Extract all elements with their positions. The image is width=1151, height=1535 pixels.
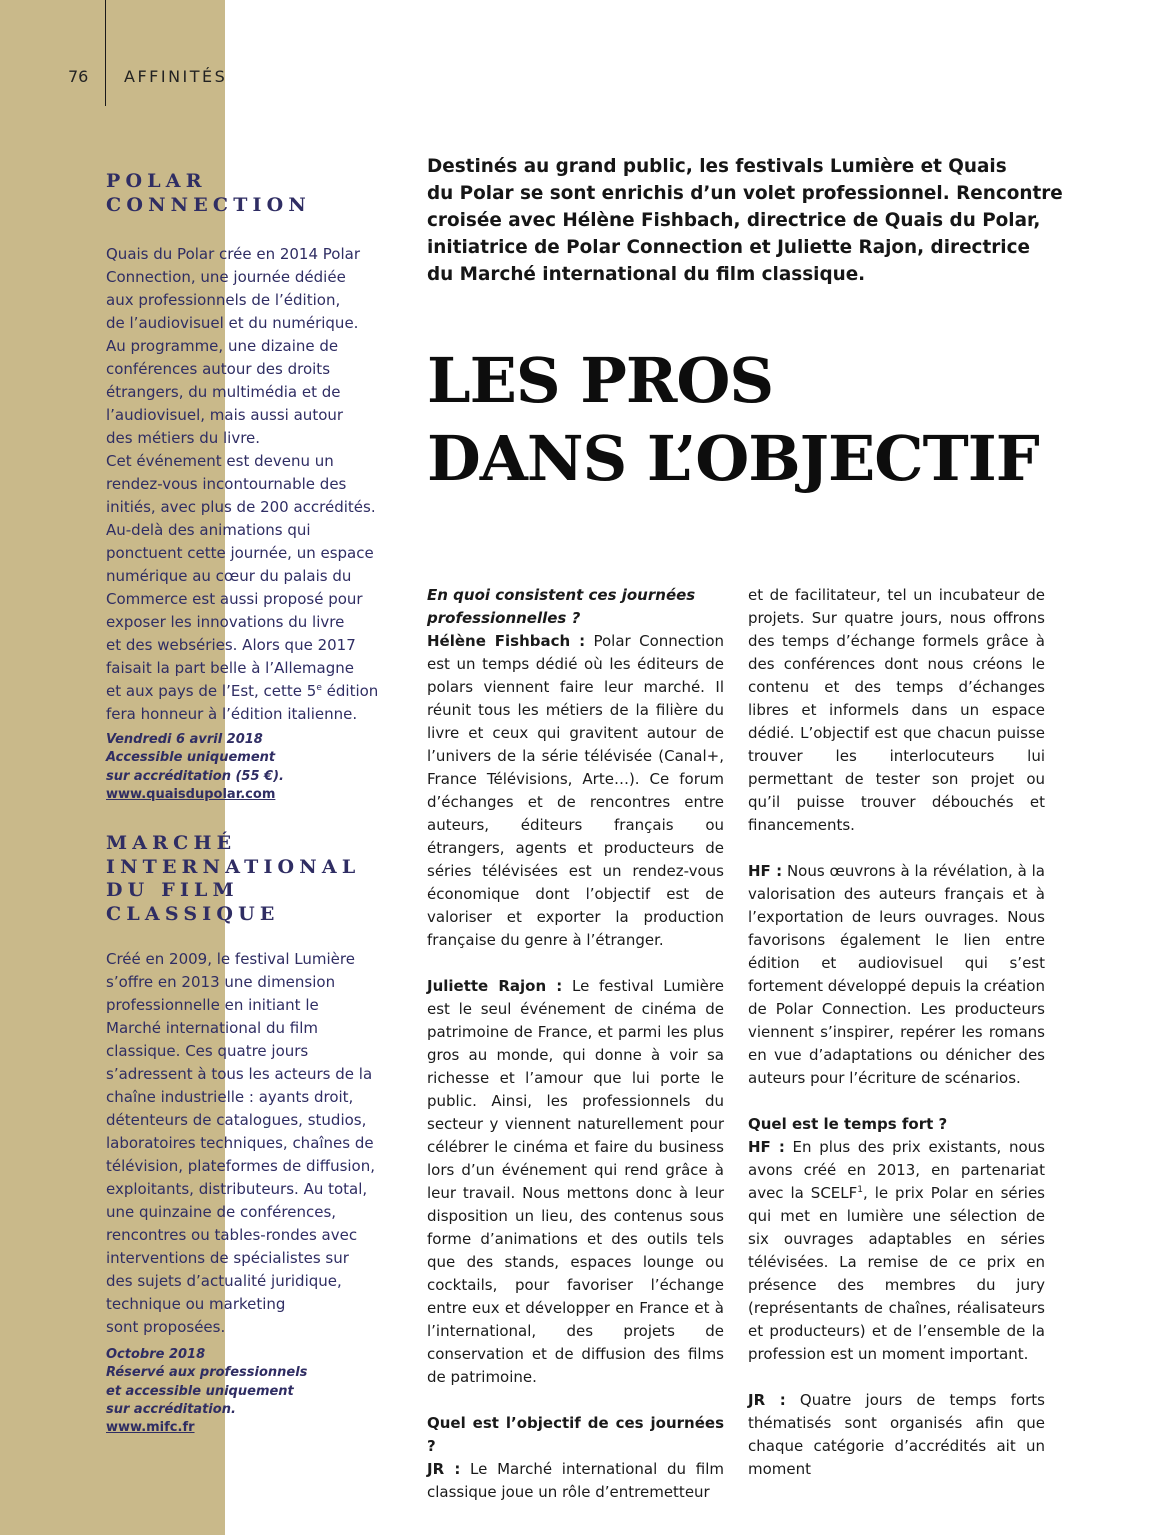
- body-line: laboratoires techniques, chaînes de: [106, 1134, 374, 1153]
- paragraph-gap: [427, 952, 724, 975]
- body-line: sont proposées.: [106, 1318, 226, 1337]
- paragraph-gap: [748, 837, 1045, 860]
- body-line-tail: édition: [321, 682, 379, 700]
- sidebar-block-body: [106, 243, 396, 726]
- title-line: MARCHÉ: [106, 832, 237, 855]
- speaker-name: Hélène Fishbach :: [427, 632, 586, 650]
- body-line: technique ou marketing: [106, 1295, 286, 1314]
- footnote-marker: 1: [857, 1185, 863, 1195]
- title-line: INTERNATIONAL: [106, 855, 361, 878]
- speaker-name: JR :: [748, 1391, 786, 1409]
- body-line: Commerce est aussi proposé pour: [106, 590, 363, 608]
- headline-line: DANS L’OBJECTIF: [427, 422, 1039, 495]
- body-line: interventions de spécialistes sur: [106, 1249, 349, 1268]
- interview-answer-continued: et de facilitateur, tel un incubateur de projets. Sur quatre jours, nous offrons des temps d’échange formels grâce à des conférences dont nous créons le contenu et des temps d’échanges libres et informels dans un espace dédié. L’objectif est que chacun puisse trouver les interlocuteurs lui permettant de tester son projet ou qu’il puisse trouver débouchés et financements.: [748, 586, 1045, 834]
- interview-answer: [427, 1458, 724, 1504]
- meta-line: et accessible uniquement: [106, 1383, 294, 1399]
- sidebar-block-meta: [106, 731, 396, 786]
- body-line: Cet événement est devenu un: [106, 452, 334, 470]
- body-line: s’adressent à tous les acteurs de la: [106, 1065, 373, 1084]
- headline-line: LES PROS: [427, 344, 774, 417]
- body-line: conférences autour des droits: [106, 360, 331, 378]
- body-line: étrangers, du multimédia et de: [106, 383, 341, 401]
- body-line: de l’audiovisuel et du numérique.: [106, 314, 359, 332]
- paragraph-gap: [748, 1366, 1045, 1389]
- ordinal-superscript: e: [316, 683, 322, 693]
- body-line: Connection, une journée dédiée: [106, 268, 346, 286]
- body-line: Marché international du film: [106, 1019, 318, 1038]
- body-line: rencontres ou tables-rondes avec: [106, 1226, 358, 1245]
- sidebar-block-title: [106, 832, 396, 926]
- speaker-name: HF :: [748, 862, 783, 880]
- meta-line: Octobre 2018: [106, 1347, 206, 1363]
- body-line: chaîne industrielle : ayants droit,: [106, 1088, 354, 1107]
- body-line: télévision, plateformes de diffusion,: [106, 1157, 376, 1176]
- body-line: exploitants, distributeurs. Au total,: [106, 1180, 368, 1199]
- body-line: des sujets d’actualité juridique,: [106, 1272, 342, 1291]
- meta-line: Vendredi 6 avril 2018: [106, 732, 263, 747]
- body-line: professionnelle en initiant le: [106, 996, 319, 1015]
- body-line: s’offre en 2013 une dimension: [106, 973, 336, 992]
- body-line: classique. Ces quatre jours: [106, 1042, 309, 1061]
- section-title: AFFINITÉS: [124, 67, 228, 86]
- intro-line: du Marché international du film classique.: [427, 264, 866, 285]
- interview-answer: [748, 1389, 1045, 1481]
- body-line: l’audiovisuel, mais aussi autour: [106, 406, 344, 424]
- body-line: Au programme, une dizaine de: [106, 337, 339, 355]
- body-line: et aux pays de l’Est, cette 5: [106, 682, 317, 700]
- intro-line: du Polar se sont enrichis d’un volet professionnel. Rencontre: [427, 183, 1063, 204]
- article-column-1: [427, 584, 724, 1504]
- body-line: Au-delà des animations qui: [106, 521, 311, 539]
- answer-text: Le Marché international du film classique joue un rôle d’entremetteur: [427, 1460, 724, 1501]
- body-line: détenteurs de catalogues, studios,: [106, 1111, 367, 1130]
- body-line: aux professionnels de l’édition,: [106, 291, 341, 309]
- header-divider: [105, 0, 106, 106]
- body-line: exposer les innovations du livre: [106, 613, 345, 631]
- interview-question: [427, 584, 724, 630]
- meta-line: sur accréditation.: [106, 1402, 236, 1418]
- speaker-name: Juliette Rajon :: [427, 977, 563, 995]
- question-line: En quoi consistent ces journées: [427, 586, 696, 604]
- body-line: Quais du Polar crée en 2014 Polar: [106, 245, 361, 263]
- page-number: 76: [68, 67, 89, 86]
- intro-line: Destinés au grand public, les festivals Lumière et Quais: [427, 156, 1007, 177]
- interview-answer: [748, 860, 1045, 1090]
- paragraph-gap: [748, 1090, 1045, 1113]
- meta-line: sur accréditation (55 €).: [106, 768, 284, 784]
- answer-text: , le prix Polar en séries qui met en lumière une sélection de six ouvrages adaptables en séries télévisées. La remise de ce prix en présence des membres du jury (représentants de chaînes, réalisateurs et producteurs) et de l’ensemble de la profession est un moment important.: [748, 1184, 1046, 1363]
- interview-answer: [427, 975, 724, 1389]
- meta-line: Accessible uniquement: [106, 750, 276, 766]
- website-link[interactable]: www.quaisdupolar.com: [106, 786, 276, 802]
- answer-text: Nous œuvrons à la révélation, à la valorisation des auteurs français et à l’exportation de leurs ouvrages. Nous favorisons également le lien entre édition et audiovisuel qui s’est fortement développé depuis la création de Polar Connection. Les producteurs viennent s’inspirer, repérer les romans en vue d’adaptations ou dénicher des auteurs pour l’écriture de scénarios.: [748, 862, 1045, 1087]
- question-line: professionnelles ?: [427, 609, 581, 627]
- sidebar-block-meta: [106, 1346, 396, 1419]
- meta-line: Réservé aux professionnels: [106, 1365, 308, 1381]
- website-link[interactable]: www.mifc.fr: [106, 1420, 195, 1436]
- body-line: des métiers du livre.: [106, 429, 261, 447]
- interview-answer: [427, 630, 724, 952]
- body-line: numérique au cœur du palais du: [106, 567, 352, 585]
- answer-text: Polar Connection est un temps dédié où les éditeurs de polars viennent faire leur marché. Il réunit tous les métiers de la filière du livre et ceux qui gravitent autour de l’univers de la série télévisée (Canal+, France Télévisions, Arte…). Ce forum d’échanges et de rencontres entre auteurs, éditeurs français ou étrangers, agents et producteurs de séries télévisées est un rendez-vous économique dont l’objectif est de valoriser et exporter la production française du genre à l’étranger.: [427, 632, 725, 949]
- speaker-name: JR :: [427, 1460, 461, 1478]
- body-line: rendez-vous incontournable des: [106, 475, 347, 493]
- article-intro: [427, 153, 1067, 288]
- article-column-2: [748, 584, 1045, 1481]
- body-line: et des webséries. Alors que 2017: [106, 636, 356, 654]
- sidebar-block-body: [106, 948, 396, 1339]
- body-line: ponctuent cette journée, un espace: [106, 544, 374, 562]
- sidebar-block-polar-connection: [106, 170, 396, 804]
- answer-text: Quatre jours de temps forts thématisés sont organisés afin que chaque catégorie d’accrédités ait un moment: [748, 1391, 1045, 1478]
- body-line: une quinzaine de conférences,: [106, 1203, 337, 1222]
- answer-text: Le festival Lumière est le seul événement de cinéma de patrimoine de France, et parmi les plus gros au monde, qui donne à voir sa richesse et l’amour que lui porte le public. Ainsi, les professionnels du secteur y viennent naturellement pour célébrer le cinéma et faire du business lors d’un événement qui rend grâce à leur travail. Nous mettons donc à leur disposition un lieu, des contenus sous forme d’animations et des outils tels que des stands, espaces lounge ou cocktails, pour favoriser l’échange entre eux et développer en France et à l’international, des projets de conservation et de diffusion des films de patrimoine.: [427, 977, 724, 1386]
- sidebar: [106, 170, 396, 1438]
- intro-line: croisée avec Hélène Fishbach, directrice de Quais du Polar,: [427, 210, 1041, 231]
- body-line: fera honneur à l’édition italienne.: [106, 705, 358, 723]
- interview-question: Quel est le temps fort ?: [748, 1115, 948, 1133]
- answer-text: En plus des prix existants, nous avons créé en 2013, en partenariat avec la SCELF: [748, 1138, 1045, 1202]
- body-line: Créé en 2009, le festival Lumière: [106, 950, 355, 969]
- interview-question: Quel est l’objectif de ces journées ?: [427, 1414, 724, 1455]
- interview-answer: [748, 1136, 1045, 1366]
- body-line: faisait la part belle à l’Allemagne: [106, 659, 354, 677]
- title-line: POLAR: [106, 170, 207, 192]
- title-line: CONNECTION: [106, 193, 311, 216]
- intro-line: initiatrice de Polar Connection et Juliette Rajon, directrice: [427, 237, 1030, 258]
- paragraph-gap: [427, 1389, 724, 1412]
- body-line: initiés, avec plus de 200 accrédités.: [106, 498, 376, 516]
- sidebar-block-marche-film-classique: [106, 832, 396, 1437]
- title-line: DU FILM CLASSIQUE: [106, 879, 280, 925]
- article-headline: [427, 342, 1127, 498]
- sidebar-block-title: [106, 170, 396, 217]
- speaker-name: HF :: [748, 1138, 785, 1156]
